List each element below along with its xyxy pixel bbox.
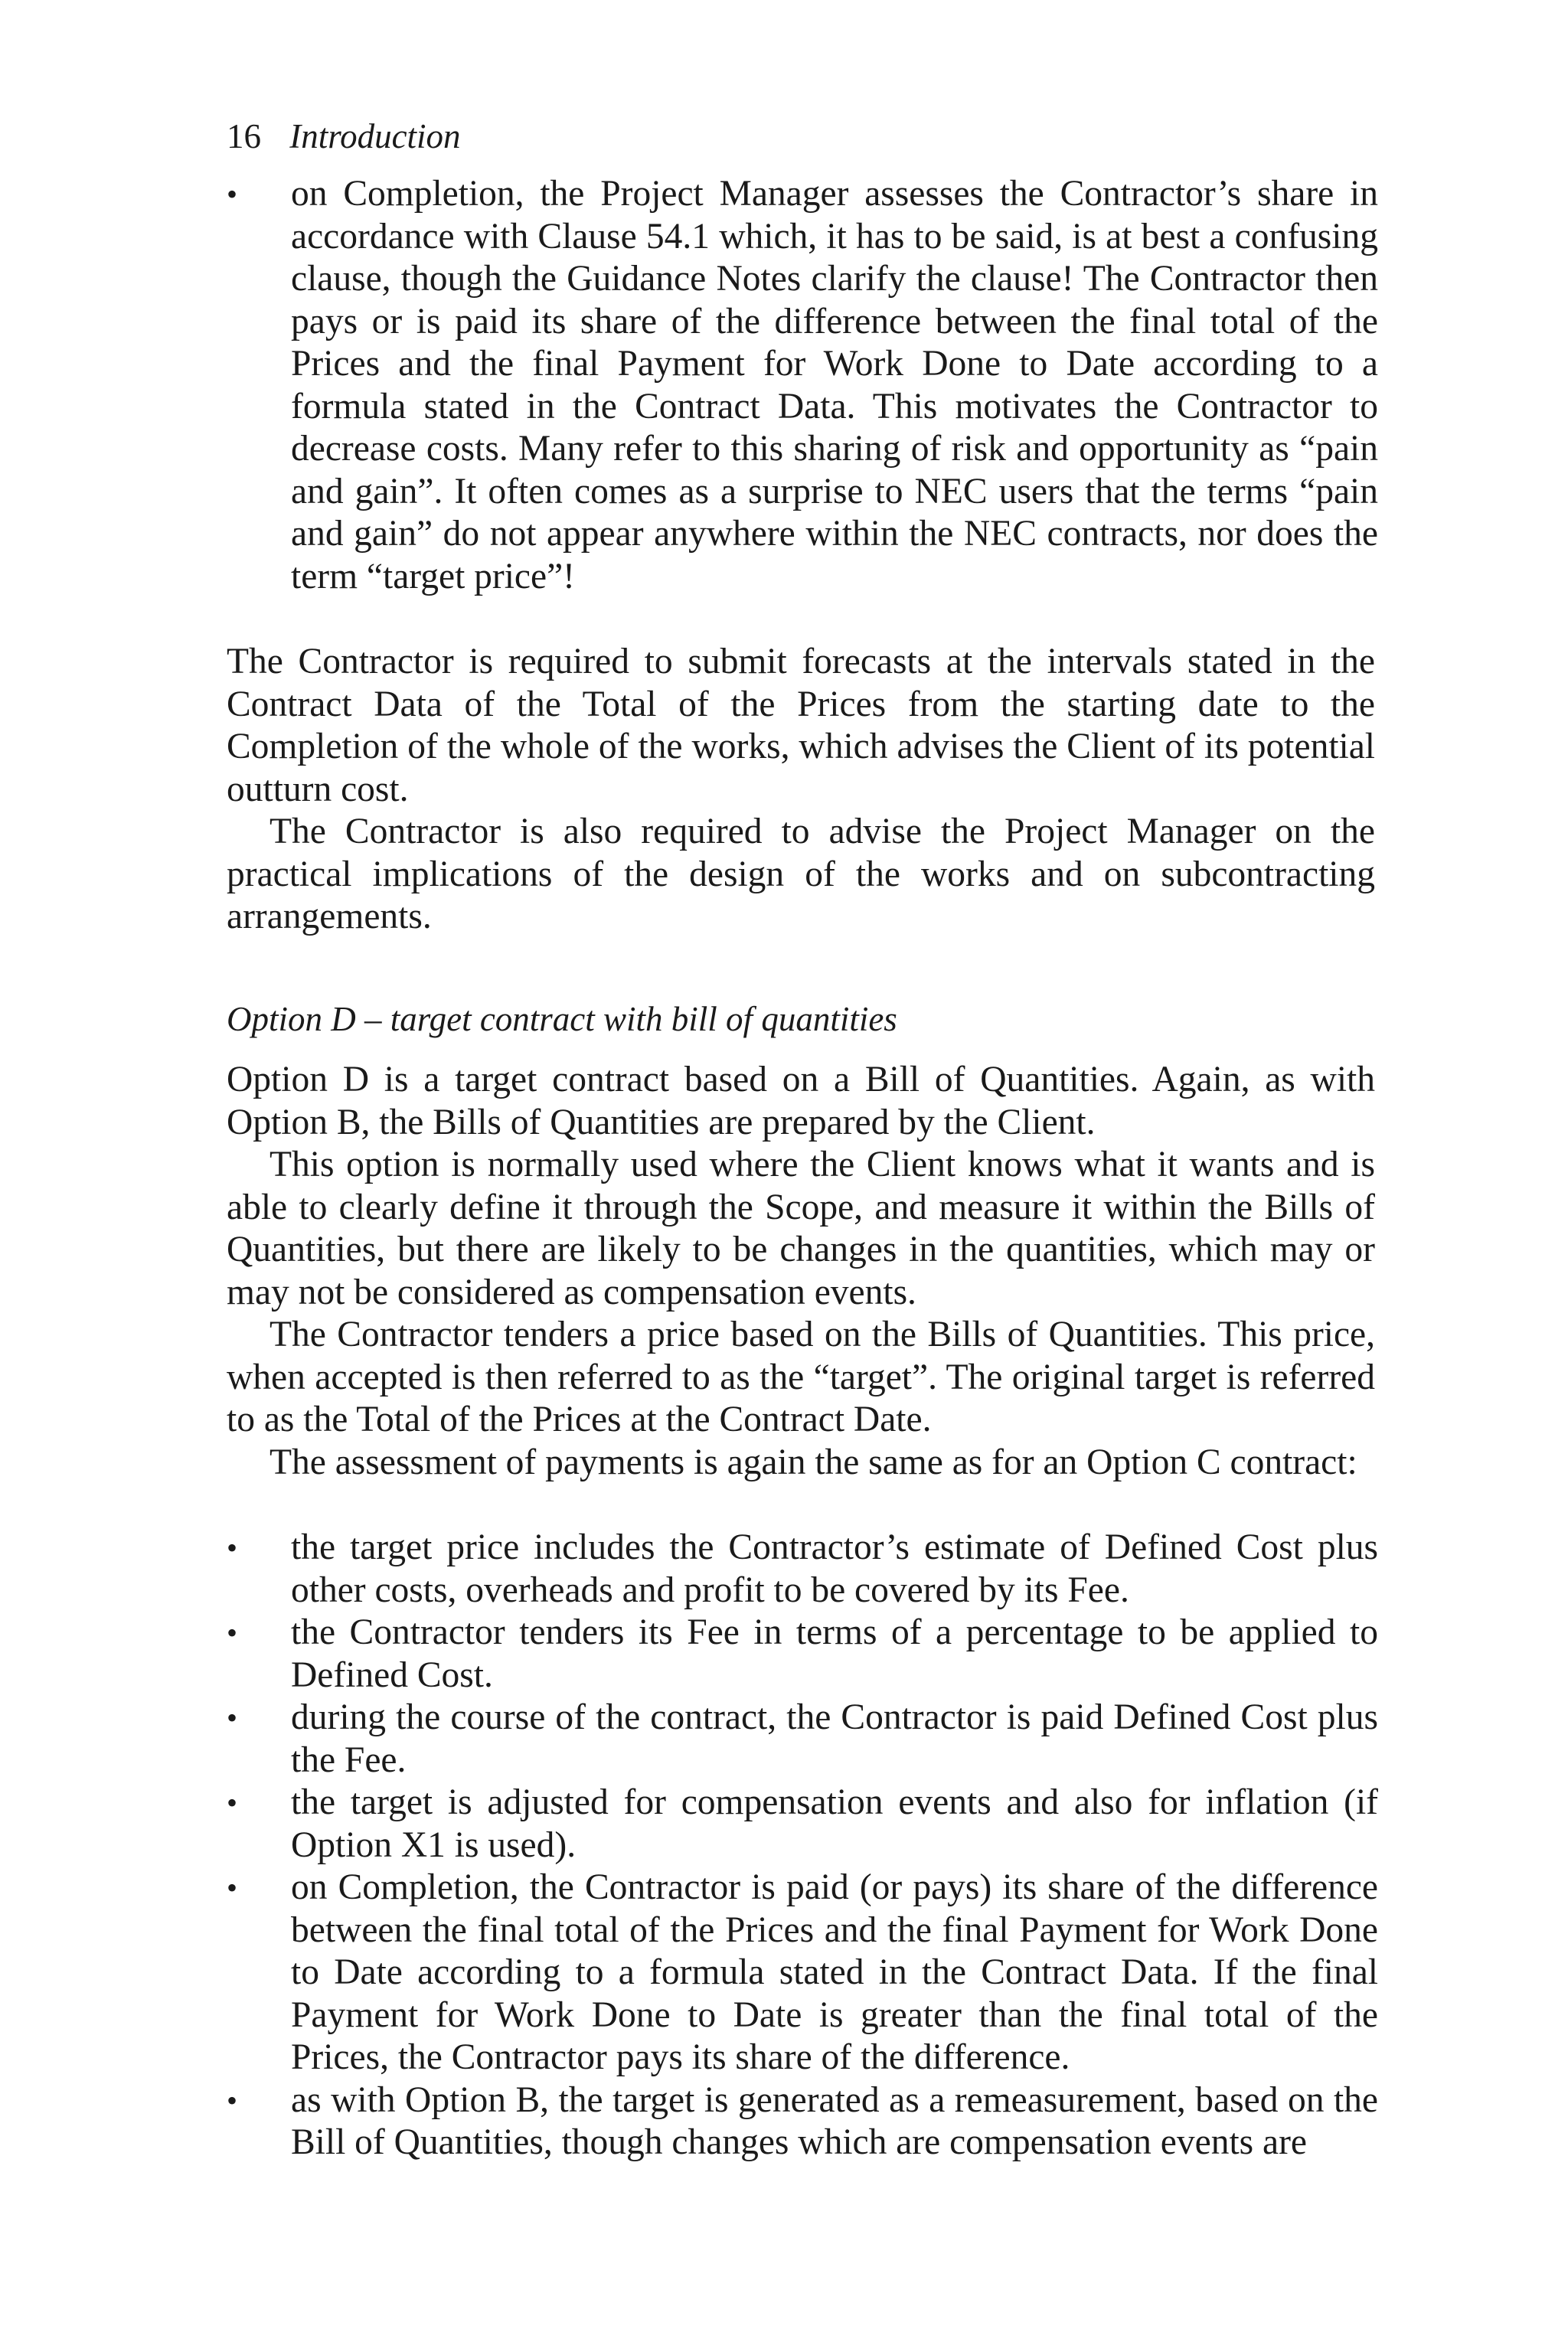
paragraph: The assessment of payments is again the same as for an Option C contract: — [270, 1442, 1357, 1482]
list-item — [227, 1527, 1378, 1612]
paragraph: Option D is a target contract based on a Bill of Quantities. Again, as with Option B, the Bills of Quantities are prepared by the Client. — [227, 1060, 1375, 1142]
page-number: 16 — [227, 117, 261, 155]
list-item — [227, 1612, 1378, 1697]
list-item-text: the target is adjusted for compensation events and also for inflation (if Option X1 is used). — [291, 1782, 1378, 1865]
list-item — [227, 1697, 1378, 1782]
book-page — [227, 115, 1378, 2164]
bullet-icon: • — [227, 177, 238, 211]
bullet-icon: • — [227, 1700, 238, 1735]
paragraph: The Contractor tenders a price based on the Bills of Quantities. This price, when accepted is then referred to as the “target”. The original target is referred to as the Total of the Prices at the Contract Date. — [227, 1315, 1375, 1439]
running-head — [227, 115, 1375, 158]
list-item-text: on Completion, the Contractor is paid (or pays) its share of the difference between the final total of the Prices and the final Payment for Work Done to Date according to a formula stated in the Contract Data. If the final Payment for Work Done to Date is greater than the final total of the Prices, the Contractor pays its share of the difference. — [291, 1867, 1378, 2077]
bullet-icon: • — [227, 2082, 238, 2118]
bullet-icon: • — [227, 1615, 238, 1650]
list-item-text: on Completion, the Project Manager assesses the Contractor’s share in accordance with Clause 54.1 which, it has to be said, is at best a confusing clause, though the Guidance Notes clarify the clause! The Contractor then pays or is paid its share of the difference between the final total of the Prices and the final Payment for Work Done to Date according to a formula stated in the Contract Data. This motivates the Contractor to decrease costs. Many refer to this sharing of risk and opportunity as “pain and gain”. It often comes as a surprise to NEC users that the terms “pain and gain” do not appear anywhere within the NEC contracts, nor does the term “target price”! — [291, 174, 1378, 596]
list-item-text: the target price includes the Contractor’s estimate of Defined Cost plus other costs, overheads and profit to be covered by its Fee. — [291, 1527, 1378, 1610]
list-item — [227, 2079, 1378, 2164]
bullet-icon: • — [227, 1785, 238, 1820]
paragraph: The Contractor is also required to advise the Project Manager on the practical implications of the design of the works and on subcontracting arrangements. — [227, 812, 1375, 936]
bullet-icon: • — [227, 1530, 238, 1565]
section-heading: Option D – target contract with bill of quantities — [227, 999, 897, 1038]
paragraph: This option is normally used where the Client knows what it wants and is able to clearly define it through the Scope, and measure it within the Bills of Quantities, but there are likely to be changes in the quantities, which may or may not be considered as compensation events. — [227, 1145, 1375, 1312]
option-d-bullet-list — [227, 1527, 1378, 2164]
list-item-text: as with Option B, the target is generated as a remeasurement, based on the Bill of Quantities, though changes which are compensation events are — [291, 2079, 1378, 2162]
paragraph: The Contractor is required to submit forecasts at the intervals stated in the Contract Data of the Total of the Prices from the starting date to the Completion of the whole of the works, which advises the Client of its potential outturn cost. — [227, 642, 1375, 809]
section-title: Introduction — [289, 117, 461, 155]
list-item — [227, 173, 1378, 598]
bullet-icon: • — [227, 1870, 238, 1905]
list-item-text: during the course of the contract, the Contractor is paid Defined Cost plus the Fee. — [291, 1697, 1378, 1780]
list-item-text: the Contractor tenders its Fee in terms of a percentage to be applied to Defined Cost. — [291, 1612, 1378, 1695]
list-item — [227, 1867, 1378, 2079]
list-item — [227, 1782, 1378, 1867]
top-bullet-list — [227, 173, 1378, 598]
